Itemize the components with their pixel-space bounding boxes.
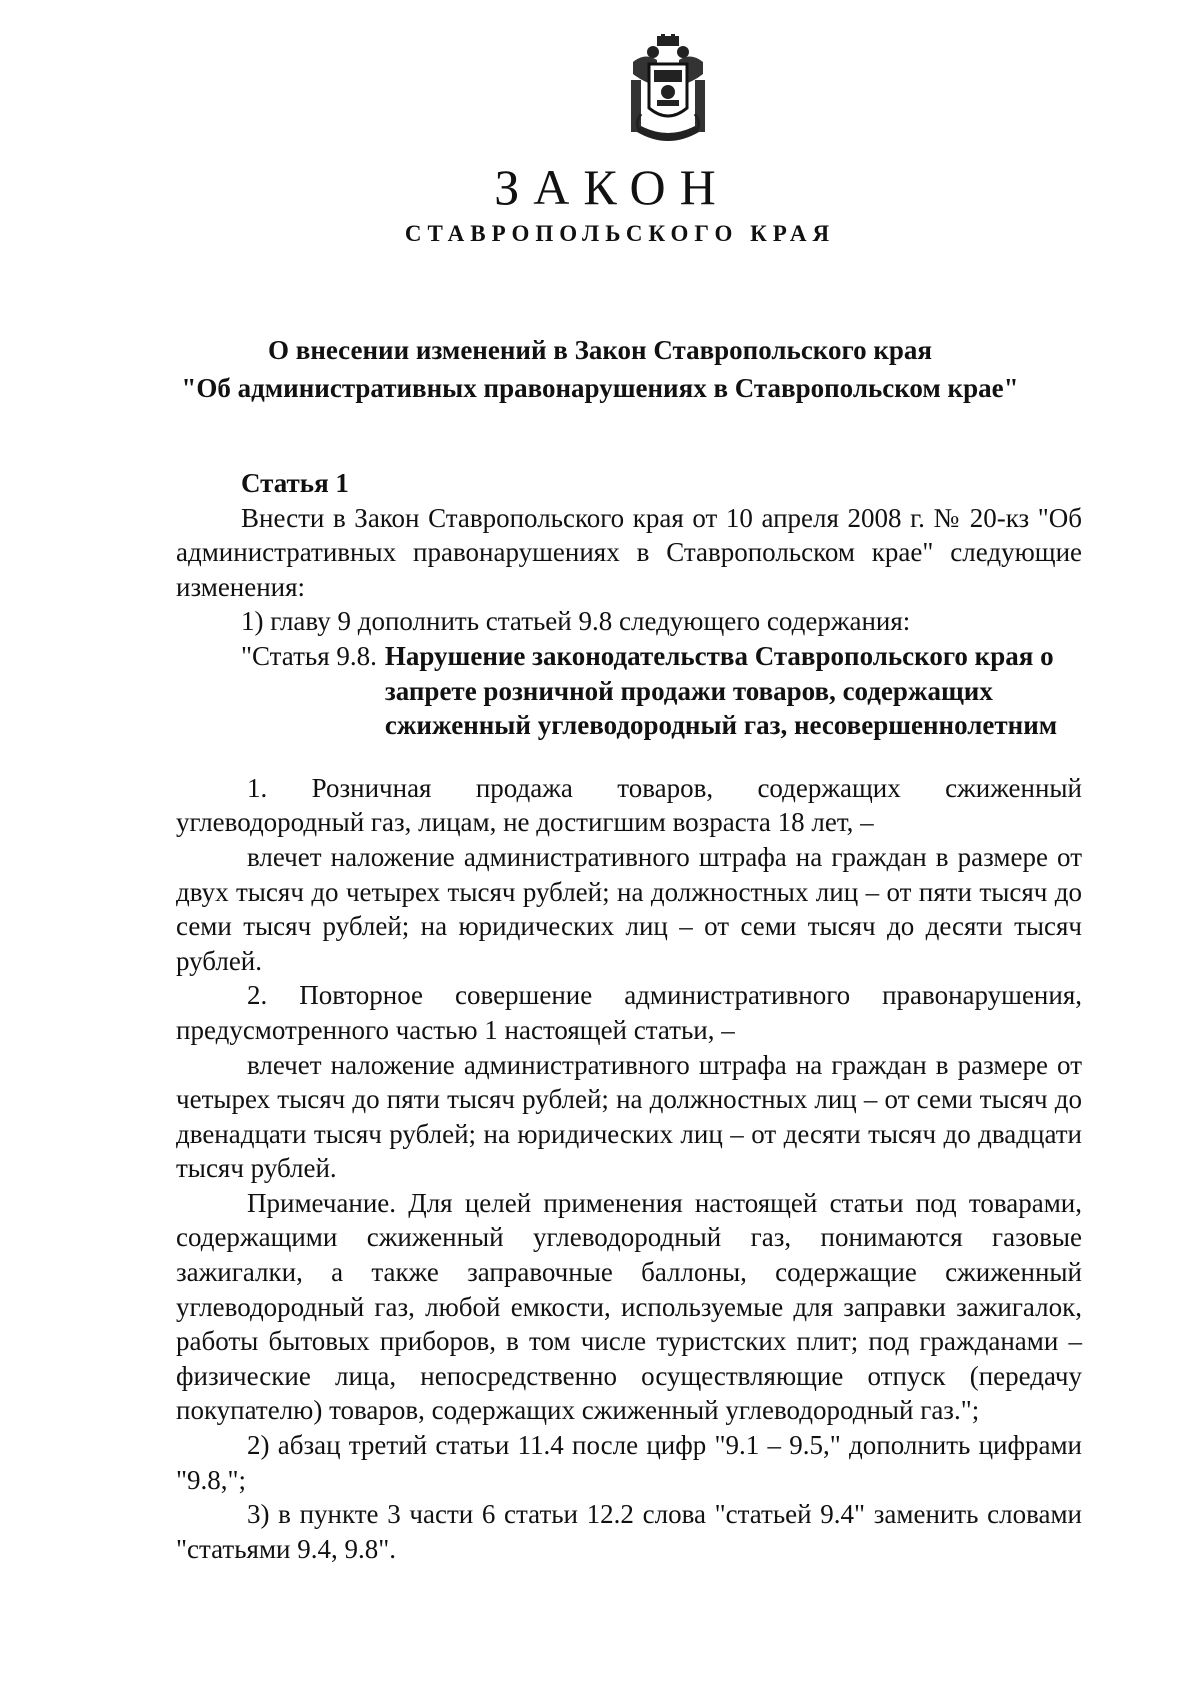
coat-of-arms-emblem bbox=[627, 34, 709, 146]
law-title: ЗАКОН bbox=[494, 159, 730, 215]
stavropol-coat-of-arms-icon bbox=[627, 34, 709, 146]
article-9-8-heading bbox=[241, 639, 1082, 743]
amendment-item-1: 1) главу 9 дополнить статьей 9.8 следующего содержания: bbox=[241, 606, 911, 637]
document-body bbox=[176, 466, 1082, 1566]
part-1-penalty: влечет наложение административного штрафа на граждан в размере от двух тысяч до четырех тысяч рублей; на должностных лиц – от пяти тысяч до семи тысяч рублей; на юридических лиц – от семи тысяч до десяти тысяч рублей. bbox=[176, 841, 1082, 976]
note: Примечание. Для целей применения настоящей статьи под товарами, содержащими сжиженный углеводородный газ, понимаются газовые зажигалки, а также заправочные баллоны, содержащие сжиженный углеводородный газ, любой емкости, используемые для заправки зажигалок, работы бытовых приборов, в том числе туристских плит; под гражданами – физические лица, непосредственно осуществляющие отпуск (передачу покупателю) товаров, содержащих сжиженный углеводородный газ."; bbox=[176, 1187, 1082, 1426]
article-title: Статья 1 bbox=[241, 468, 349, 498]
article-9-8-title: Нарушение законодательства Ставропольского края о запрете розничной продажи товаров, содержащих сжиженный углеводородный газ, несовершеннолетним bbox=[384, 640, 1058, 741]
article-9-8-number: "Статья 9.8. bbox=[241, 640, 377, 671]
heading-line-2: "Об административных правонарушениях в Ставропольском крае" bbox=[181, 373, 1019, 403]
part-2: 2. Повторное совершение административного правонарушения, предусмотренного частью 1 настоящей статьи, – bbox=[176, 980, 1082, 1045]
part-2-penalty: влечет наложение административного штрафа на граждан в размере от четырех тысяч до пяти тысяч рублей; на должностных лиц – от семи тысяч до двенадцати тысяч рублей; на юридических лиц – от десяти тысяч до двадцати тысяч рублей. bbox=[176, 1049, 1082, 1184]
heading-line-1: О внесении изменений в Закон Ставропольского края bbox=[267, 335, 933, 365]
law-region: СТАВРОПОЛЬСКОГО КРАЯ bbox=[404, 221, 836, 246]
part-1: 1. Розничная продажа товаров, содержащих сжиженный углеводородный газ, лицам, не достигшим возраста 18 лет, – bbox=[176, 772, 1082, 838]
article-intro: Внести в Закон Ставропольского края от 10 апреля 2008 г. № 20-кз "Об административных правонарушениях в Ставропольском крае" следующие изменения: bbox=[176, 502, 1082, 602]
document-heading bbox=[0, 331, 1200, 407]
amendment-item-2: 2) абзац третий статьи 11.4 после цифр "9.1 – 9.5," дополнить цифрами "9.8,"; bbox=[176, 1430, 1082, 1495]
amendment-item-3: 3) в пункте 3 части 6 статьи 12.2 слова "статьей 9.4" заменить словами "статьями 9.4, 9.8". bbox=[176, 1499, 1082, 1564]
